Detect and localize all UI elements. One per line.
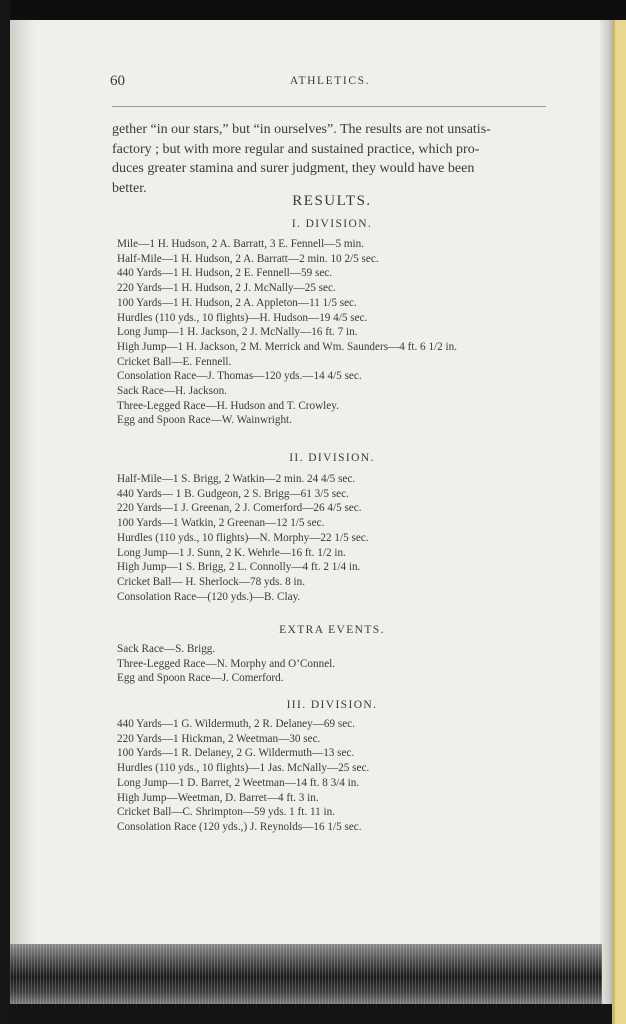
result-entry: Long Jump—1 D. Barret, 2 Weetman—14 ft. 8 3/4 in.	[117, 776, 360, 789]
division-2-results	[117, 472, 557, 604]
result-entry: Half-Mile—1 S. Brigg, 2 Watkin—2 min. 24 4/5 sec.	[117, 473, 356, 485]
division-1-heading: I. DIVISION.	[291, 218, 373, 230]
result-entry: Sack Race—S. Brigg.	[117, 643, 216, 655]
scan-bottom-border	[10, 1004, 612, 1024]
running-head: ATHLETICS.	[289, 75, 371, 87]
scan-bottom-noise	[10, 944, 602, 1004]
result-entry: Consolation Race—(120 yds.)—B. Clay.	[117, 590, 301, 603]
result-entry: 220 Yards—1 J. Greenan, 2 J. Comerford—26 4/5 sec.	[117, 502, 362, 515]
result-entry: Three-Legged Race—N. Morphy and O’Connel.	[117, 657, 336, 670]
intro-line: gether “in our stars,” but “in ourselves”. The results are not unsatis-	[112, 122, 491, 137]
division-1-results	[117, 237, 557, 428]
intro-line: duces greater stamina and surer judgment, they would have been	[112, 161, 475, 176]
result-entry: High Jump—1 S. Brigg, 2 L. Connolly—4 ft. 2 1/4 in.	[117, 561, 361, 574]
result-entry: 220 Yards—1 H. Hudson, 2 J. McNally—25 sec.	[117, 282, 336, 295]
result-entry: 440 Yards—1 G. Wildermuth, 2 R. Delaney—69 sec.	[117, 718, 355, 730]
result-entry: Three-Legged Race—H. Hudson and T. Crowley.	[117, 399, 339, 412]
intro-line: factory ; but with more regular and sustained practice, which pro-	[112, 141, 480, 157]
result-entry: Hurdles (110 yds., 10 flights)—N. Morphy—22 1/5 sec.	[117, 531, 369, 544]
scan-top-border	[0, 0, 626, 20]
header-rule	[112, 106, 546, 107]
scan-left-border	[0, 0, 10, 1024]
result-entry: Mile—1 H. Hudson, 2 A. Barratt, 3 E. Fennell—5 min.	[117, 238, 365, 250]
page-header	[110, 73, 550, 91]
intro-line: better.	[112, 180, 147, 196]
result-entry: Sack Race—H. Jackson.	[117, 385, 227, 398]
extra-events-results	[117, 642, 557, 686]
result-entry: Long Jump—1 J. Sunn, 2 K. Wehrle—16 ft. 1/2 in.	[117, 546, 346, 559]
result-entry: Hurdles (110 yds., 10 flights)—1 Jas. McNally—25 sec.	[117, 762, 370, 775]
result-entry: Egg and Spoon Race—J. Comerford.	[117, 672, 284, 685]
result-entry: 440 Yards—1 H. Hudson, 2 E. Fennell—59 sec.	[117, 267, 333, 280]
result-entry: Cricket Ball— H. Sherlock—78 yds. 8 in.	[117, 575, 305, 588]
binding-strip	[612, 20, 626, 1024]
results-heading: RESULTS.	[292, 193, 372, 209]
result-entry: 100 Yards—1 Watkin, 2 Greenan—12 1/5 sec.	[117, 517, 325, 530]
result-entry: High Jump—Weetman, D. Barret—4 ft. 3 in.	[117, 791, 319, 804]
result-entry: Long Jump—1 H. Jackson, 2 J. McNally—16 ft. 7 in.	[117, 326, 358, 339]
division-3-heading: III. DIVISION.	[286, 699, 378, 711]
result-entry: Cricket Ball—C. Shrimpton—59 yds. 1 ft. 11 in.	[117, 806, 336, 819]
result-entry: High Jump—1 H. Jackson, 2 M. Merrick and Wm. Saunders—4 ft. 6 1/2 in.	[117, 340, 458, 353]
result-entry: Hurdles (110 yds., 10 flights)—H. Hudson—19 4/5 sec.	[117, 311, 368, 324]
result-entry: Egg and Spoon Race—W. Wainwright.	[117, 414, 292, 427]
page-edge	[600, 20, 612, 1024]
result-entry: Half-Mile—1 H. Hudson, 2 A. Barratt—2 min. 10 2/5 sec.	[117, 252, 379, 265]
result-entry: Consolation Race—J. Thomas—120 yds.—14 4/5 sec.	[117, 370, 362, 383]
intro-paragraph	[112, 120, 552, 198]
result-entry: Consolation Race (120 yds.,) J. Reynolds—16 1/5 sec.	[117, 820, 362, 833]
result-entry: 440 Yards— 1 B. Gudgeon, 2 S. Brigg—61 3/5 sec.	[117, 487, 349, 500]
result-entry: 100 Yards—1 H. Hudson, 2 A. Appleton—11 1/5 sec.	[117, 296, 357, 309]
result-entry: 220 Yards—1 Hickman, 2 Weetman—30 sec.	[117, 732, 321, 745]
page-number: 60	[110, 73, 125, 89]
page-gutter-shadow	[10, 20, 36, 1024]
extra-events-heading: EXTRA EVENTS.	[279, 624, 385, 636]
result-entry: 100 Yards—1 R. Delaney, 2 G. Wildermuth—13 sec.	[117, 747, 355, 760]
division-2-heading: II. DIVISION.	[289, 452, 375, 464]
division-3-results	[117, 717, 557, 835]
result-entry: Cricket Ball—E. Fennell.	[117, 355, 232, 368]
